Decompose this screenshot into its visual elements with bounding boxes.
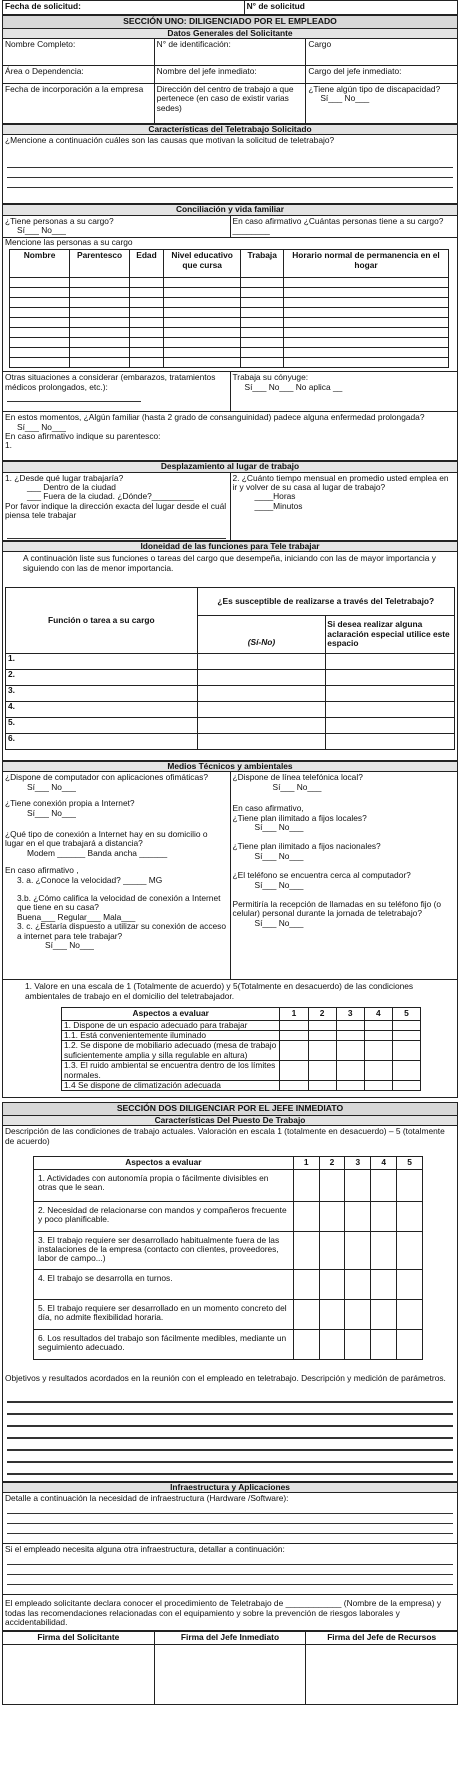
aspecto-label: 1.2. Se dispone de mobiliario adecuado (mesa de trabajo suficientemente amplia y silla regulable en altura) bbox=[62, 1041, 280, 1061]
fecha-label: Fecha de solicitud: bbox=[5, 1, 81, 11]
medios-left-cell bbox=[3, 772, 231, 980]
table-row[interactable] bbox=[10, 288, 449, 298]
otras-situaciones-label: Otras situaciones a considerar (embarazos, tratamientos médicos prolongados, etc.): bbox=[5, 372, 216, 392]
cargo-field[interactable] bbox=[306, 39, 458, 66]
plan-nacionales-options[interactable]: Sí___ No___ bbox=[254, 850, 304, 861]
otras-situaciones-field[interactable] bbox=[3, 372, 231, 412]
table-row[interactable] bbox=[34, 1269, 423, 1299]
escala-instruccion: 1. Valore en una escala de 1 (Totalmente de acuerdo) y 5(Totalmente en desacuerdo) de las condiciones ambientales de trabajo en el domicilio del teletrabajador. bbox=[25, 981, 414, 1001]
col-sino: (Sí-No) bbox=[197, 637, 326, 653]
row-number: 4. bbox=[6, 701, 198, 717]
puesto-table bbox=[33, 1156, 423, 1359]
table-row[interactable] bbox=[10, 298, 449, 308]
discapacidad-options[interactable]: Sí___ No___ bbox=[320, 93, 370, 104]
horas-option[interactable]: ____Horas bbox=[254, 491, 296, 502]
cargo-jefe-label: Cargo del jefe inmediato: bbox=[308, 66, 402, 77]
firma-recursos-header: Firma del Jefe de Recursos bbox=[306, 1632, 458, 1644]
answer-line bbox=[7, 392, 141, 402]
medios-right-cell bbox=[230, 772, 458, 980]
nombre-completo-field[interactable] bbox=[3, 39, 155, 66]
nombre-label: Nombre Completo: bbox=[5, 39, 76, 50]
parentesco-label: En caso afirmativo indique su parentesco: bbox=[5, 431, 161, 442]
table-row[interactable] bbox=[34, 1231, 423, 1269]
puesto-intro: Descripción de las condiciones de trabajo actuales. Valoración en escala 1 (totalmente en desacuerdo) – 5 (totalmente de acuerdo) bbox=[5, 1126, 445, 1146]
telefono-options[interactable]: Sí___ No___ bbox=[272, 781, 322, 792]
computador-options[interactable]: Sí___ No___ bbox=[27, 781, 76, 792]
table-row[interactable] bbox=[34, 1329, 423, 1359]
table-row[interactable] bbox=[6, 653, 455, 669]
table-row[interactable] bbox=[62, 1061, 421, 1081]
table-row[interactable] bbox=[10, 328, 449, 338]
aspecto-label: 3. El trabajo requiere ser desarrollado habitualmente fuera de las instalaciones de la empresa (contacto con clientes, proveedores, labor de campo...) bbox=[34, 1231, 294, 1269]
cuantas-label: En caso afirmativo ¿Cuántas personas tiene a su cargo? ________ bbox=[232, 215, 444, 236]
col-aspectos: Aspectos a evaluar bbox=[34, 1157, 294, 1169]
objetivos-label: Objetivos y resultados acordados en la reunión con el empleado en teletrabajo. Descripción y medición de parámetros. bbox=[5, 1372, 446, 1383]
col-3: 3 bbox=[345, 1157, 371, 1169]
identificacion-field[interactable] bbox=[154, 39, 306, 66]
telefono-cerca-options[interactable]: Sí___ No___ bbox=[254, 879, 304, 890]
firma-jefe-box[interactable] bbox=[154, 1644, 306, 1704]
fecha-incorporacion-field[interactable] bbox=[3, 84, 155, 124]
lugar-question: 1. ¿Desde qué lugar trabajaría? bbox=[5, 472, 124, 483]
personas-table bbox=[9, 249, 449, 368]
familiar-question: En estos momentos, ¿Algún familiar (hasta 2 grado de consanguinidad) padece alguna enfermedad prolongada? bbox=[5, 412, 425, 423]
answer-line bbox=[7, 1514, 453, 1524]
col-aclaracion: Si desea realizar alguna aclaración especial utilice este espacio bbox=[326, 615, 455, 653]
firma-jefe-header: Firma del Jefe Inmediato bbox=[154, 1632, 306, 1644]
col-1: 1 bbox=[280, 1008, 308, 1020]
ambientales-cell bbox=[3, 980, 458, 1098]
col-5: 5 bbox=[397, 1157, 423, 1169]
internet-question: ¿Tiene conexión propia a Internet? bbox=[5, 798, 135, 809]
datos-generales-title: Datos Generales del Solicitante bbox=[3, 28, 458, 38]
discapacidad-field[interactable] bbox=[306, 84, 458, 124]
llamadas-options[interactable]: Sí___ No___ bbox=[254, 917, 304, 928]
answer-line bbox=[7, 1565, 453, 1575]
internet-options[interactable]: Sí___ No___ bbox=[27, 807, 76, 818]
col-trabaja: Trabaja bbox=[241, 250, 284, 278]
lugar-trabajo-field[interactable] bbox=[3, 472, 231, 540]
desplazamiento-table bbox=[2, 461, 458, 540]
table-row[interactable] bbox=[62, 1030, 421, 1040]
sino-spacer bbox=[197, 615, 326, 637]
plan-locales-question: ¿Tiene plan ilimitado a fijos locales? bbox=[232, 812, 367, 823]
llamadas-question: Permitiría la recepción de llamadas en su teléfono fijo (o celular) personal durante la jornada de teletrabajo? bbox=[232, 898, 442, 919]
infraestructura-title: Infraestructura y Aplicaciones bbox=[3, 1483, 458, 1493]
aspecto-label: 6. Los resultados del trabajo son fácilmente medibles, mediante un seguimiento adecuado. bbox=[34, 1329, 294, 1359]
idoneidad-intro: A continuación liste sus funciones o tareas del cargo que desempeña, iniciando con las de mayor importancia y siguiendo con las de menor importancia. bbox=[23, 553, 436, 573]
col-4: 4 bbox=[371, 1157, 397, 1169]
table-row[interactable] bbox=[62, 1020, 421, 1030]
computador-question: ¿Dispone de computador con aplicaciones ofimáticas? bbox=[5, 772, 208, 783]
infra-otra-field[interactable] bbox=[3, 1544, 458, 1595]
row-number: 3. bbox=[6, 685, 198, 701]
table-row[interactable] bbox=[6, 701, 455, 717]
personas-question: ¿Tiene personas a su cargo? bbox=[5, 215, 114, 226]
col-parentesco: Parentesco bbox=[70, 250, 130, 278]
afirmativo-label: En caso afirmativo, bbox=[232, 803, 304, 814]
table-row[interactable] bbox=[6, 669, 455, 685]
idoneidad-table bbox=[2, 541, 458, 761]
table-row[interactable] bbox=[10, 338, 449, 348]
plan-locales-options[interactable]: Sí___ No___ bbox=[254, 821, 304, 832]
answer-line bbox=[7, 529, 226, 539]
conyuge-options[interactable]: Sí___ No___ No aplica __ bbox=[244, 381, 343, 392]
infra-necesidad-field[interactable] bbox=[3, 1493, 458, 1544]
conciliacion-title: Conciliación y vida familiar bbox=[3, 205, 458, 215]
personas-cargo-field[interactable] bbox=[3, 215, 231, 237]
row-number: 2. bbox=[6, 669, 198, 685]
firma-solicitante-box[interactable] bbox=[3, 1644, 155, 1704]
area-field[interactable] bbox=[3, 66, 155, 84]
calidad-velocidad-options[interactable]: Buena___ Regular___ Mala___ bbox=[17, 911, 136, 922]
answer-line[interactable] bbox=[7, 1391, 453, 1403]
afirmativo-label: En caso afirmativo , bbox=[5, 865, 79, 876]
col-5: 5 bbox=[392, 1008, 420, 1020]
jefe-label: Nombre del jefe inmediato: bbox=[156, 66, 257, 77]
infra-otra-label: Si el empleado necesita alguna otra infraestructura, detallar a continuación: bbox=[5, 1544, 285, 1555]
jefe-field[interactable] bbox=[154, 66, 306, 84]
velocidad-question[interactable]: 3. a. ¿Conoce la velocidad? _____ MG bbox=[17, 874, 163, 885]
medios-table bbox=[2, 761, 458, 1098]
table-row[interactable] bbox=[10, 348, 449, 358]
puesto-cell bbox=[3, 1126, 458, 1482]
col-aspectos: Aspectos a evaluar bbox=[62, 1008, 280, 1020]
table-row[interactable] bbox=[10, 278, 449, 288]
col-2: 2 bbox=[319, 1157, 345, 1169]
minutos-option[interactable]: ____Minutos bbox=[254, 500, 303, 511]
ambientales-table bbox=[61, 1007, 421, 1091]
answer-line bbox=[7, 1575, 453, 1585]
col-edad: Edad bbox=[130, 250, 164, 278]
aspecto-label: 1.1. Está convenientemente iluminado bbox=[62, 1030, 280, 1040]
col-nombre: Nombre bbox=[10, 250, 70, 278]
telefono-question: ¿Dispone de línea telefónica local? bbox=[232, 772, 363, 783]
col-susceptible: ¿Es susceptible de realizarse a través del Teletrabajo? bbox=[197, 587, 454, 615]
table-row[interactable] bbox=[10, 358, 449, 368]
answer-line bbox=[7, 1555, 453, 1565]
table-row[interactable] bbox=[62, 1080, 421, 1090]
tiempo-desplazamiento-field[interactable] bbox=[230, 472, 458, 540]
seccion-dos-title: SECCIÓN DOS DILIGENCIAR POR EL JEFE INMEDIATO bbox=[3, 1103, 458, 1116]
idoneidad-cell bbox=[3, 552, 458, 761]
idoneidad-title: Idoneidad de las funciones para Tele trabajar bbox=[3, 541, 458, 551]
conyuge-label: Trabaja su cónyuge: bbox=[232, 372, 309, 383]
aspecto-label: 1. Dispone de un espacio adecuado para trabajar bbox=[62, 1020, 280, 1030]
calidad-velocidad-question: 3.b. ¿Cómo califica la velocidad de conexión a Internet que tiene en su casa? bbox=[17, 892, 221, 913]
cargo-jefe-field[interactable] bbox=[306, 66, 458, 84]
tiempo-question: 2. ¿Cuánto tiempo mensual en promedio usted emplea en ir y volver de su casa al lugar de trabajo? bbox=[232, 472, 449, 493]
table-row[interactable] bbox=[62, 1041, 421, 1061]
aspecto-label: 1.4 Se dispone de climatización adecuada bbox=[62, 1080, 280, 1090]
direccion-label: Dirección del centro de trabajo a que pertenece (en caso de existir varias sedes) bbox=[156, 84, 294, 113]
conexion-options[interactable]: Modem ______ Banda ancha ______ bbox=[27, 847, 168, 858]
puesto-title: Características Del Puesto De Trabajo bbox=[3, 1116, 458, 1126]
declaracion-text: El empleado solicitante declara conocer el procedimiento de Teletrabajo de ____________ (Nombre de la empresa) y todas las recomendaciones relacionadas con el equipamiento y sobre la prevención de riesgos laborales y accidentabilidad. bbox=[3, 1595, 458, 1631]
row-number: 5. bbox=[6, 717, 198, 733]
table-row[interactable] bbox=[10, 318, 449, 328]
table-row[interactable] bbox=[34, 1169, 423, 1201]
lugar-option-fuera[interactable]: ___ Fuera de la ciudad. ¿Dónde?_________ bbox=[27, 491, 194, 502]
col-funcion: Función o tarea a su cargo bbox=[6, 587, 198, 653]
seccion-uno-title: SECCIÓN UNO: DILIGENCIADO POR EL EMPLEADO bbox=[3, 16, 458, 29]
familiar-enfermedad-field[interactable] bbox=[3, 412, 458, 461]
header-table bbox=[2, 0, 458, 15]
mencione-label: Mencione las personas a su cargo bbox=[5, 237, 133, 247]
aspecto-label: 1.3. El ruido ambiental se encuentra dentro de los límites normales. bbox=[62, 1061, 280, 1081]
conyuge-field[interactable] bbox=[230, 372, 458, 412]
conciliacion-table bbox=[2, 204, 458, 461]
numero-label: N° de solicitud bbox=[246, 1, 305, 11]
col-1: 1 bbox=[293, 1157, 319, 1169]
parentesco-number: 1. bbox=[5, 440, 12, 451]
table-row[interactable] bbox=[6, 733, 455, 749]
firma-solicitante-header: Firma del Solicitante bbox=[3, 1632, 155, 1644]
caracteristicas-title: Características del Teletrabajo Solicitado bbox=[3, 125, 458, 135]
seccion-dos-table bbox=[2, 1102, 458, 1482]
answer-line[interactable] bbox=[7, 1439, 453, 1451]
cargo-label: Cargo bbox=[308, 39, 332, 50]
row-number: 1. bbox=[6, 653, 198, 669]
infraestructura-table bbox=[2, 1482, 458, 1631]
fecha-incorporacion-label: Fecha de incorporación a la empresa bbox=[5, 84, 144, 95]
col-horario: Horario normal de permanencia en el hogar bbox=[283, 250, 448, 278]
answer-line bbox=[7, 1504, 453, 1514]
familiar-options[interactable]: Sí___ No___ bbox=[17, 421, 66, 432]
infra-necesidad-label: Detalle a continuación la necesidad de infraestructura (Hardware /Software): bbox=[5, 1493, 289, 1504]
aspecto-label: 1. Actividades con autonomía propia o fácilmente divisibles en otras que le sean. bbox=[34, 1169, 294, 1201]
firma-recursos-box[interactable] bbox=[306, 1644, 458, 1704]
answer-line bbox=[7, 178, 453, 188]
table-row[interactable] bbox=[34, 1201, 423, 1231]
aspecto-label: 2. Necesidad de relacionarse con mandos y compañeros frecuente y poco planificable. bbox=[34, 1201, 294, 1231]
desplazamiento-title: Desplazamiento al lugar de trabajo bbox=[3, 462, 458, 472]
personas-options[interactable]: Sí___ No___ bbox=[17, 225, 66, 236]
table-row[interactable] bbox=[6, 717, 455, 733]
aspecto-label: 4. El trabajo se desarrolla en turnos. bbox=[34, 1269, 294, 1299]
col-3: 3 bbox=[336, 1008, 364, 1020]
direccion-question: Por favor indique la dirección exacta del lugar desde el cuál piensa tele trabajar bbox=[5, 500, 227, 521]
answer-line[interactable] bbox=[7, 1415, 453, 1427]
answer-line bbox=[7, 168, 453, 178]
seccion-uno-table bbox=[2, 15, 458, 124]
conexion-dispuesto-question: 3. c. ¿Estaría dispuesto a utilizar su conexión de acceso a internet para tele trabajar? bbox=[17, 921, 227, 941]
lugar-option-dentro[interactable]: ___ Dentro de la ciudad bbox=[27, 482, 116, 493]
medios-title: Medios Técnicos y ambientales bbox=[3, 761, 458, 771]
table-row[interactable] bbox=[6, 685, 455, 701]
col-4: 4 bbox=[364, 1008, 392, 1020]
col-nivel-educativo: Nivel educativo que cursa bbox=[163, 250, 241, 278]
causas-field[interactable] bbox=[3, 135, 458, 204]
identificacion-label: N° de identificación: bbox=[156, 39, 231, 50]
area-label: Área o Dependencia: bbox=[5, 66, 84, 77]
answer-line[interactable] bbox=[7, 1427, 453, 1439]
answer-line bbox=[7, 158, 453, 168]
table-row[interactable] bbox=[34, 1299, 423, 1329]
fecha-solicitud-field[interactable] bbox=[3, 1, 245, 15]
conexion-question: ¿Qué tipo de conexión a Internet hay en su domicilio o lugar en el que trabajará a distancia? bbox=[5, 828, 208, 849]
funciones-table bbox=[5, 587, 455, 750]
plan-nacionales-question: ¿Tiene plan ilimitado a fijos nacionales? bbox=[232, 841, 381, 852]
caracteristicas-table bbox=[2, 124, 458, 204]
discapacidad-label: ¿Tiene algún tipo de discapacidad? bbox=[308, 84, 441, 95]
answer-line bbox=[7, 1524, 453, 1534]
firmas-table bbox=[2, 1631, 458, 1704]
col-2: 2 bbox=[308, 1008, 336, 1020]
answer-line[interactable] bbox=[7, 1403, 453, 1415]
table-row[interactable] bbox=[10, 308, 449, 318]
answer-line[interactable] bbox=[7, 1463, 453, 1475]
aspecto-label: 5. El trabajo requiere ser desarrollado en un momento concreto del día, no admite flexibilidad horaria. bbox=[34, 1299, 294, 1329]
direccion-centro-field[interactable] bbox=[154, 84, 306, 124]
cuantas-personas-field[interactable] bbox=[230, 215, 458, 237]
row-number: 6. bbox=[6, 733, 198, 749]
telefono-cerca-question: ¿El teléfono se encuentra cerca al computador? bbox=[232, 870, 411, 881]
personas-list-cell bbox=[3, 237, 458, 371]
causas-question: ¿Mencione a continuación cuáles son las causas que motivan la solicitud de teletrabajo? bbox=[5, 135, 335, 146]
answer-line[interactable] bbox=[7, 1451, 453, 1463]
numero-solicitud-field[interactable] bbox=[244, 1, 457, 15]
conexion-dispuesto-options[interactable]: Sí___ No___ bbox=[45, 940, 94, 950]
form-document bbox=[2, 0, 458, 1705]
